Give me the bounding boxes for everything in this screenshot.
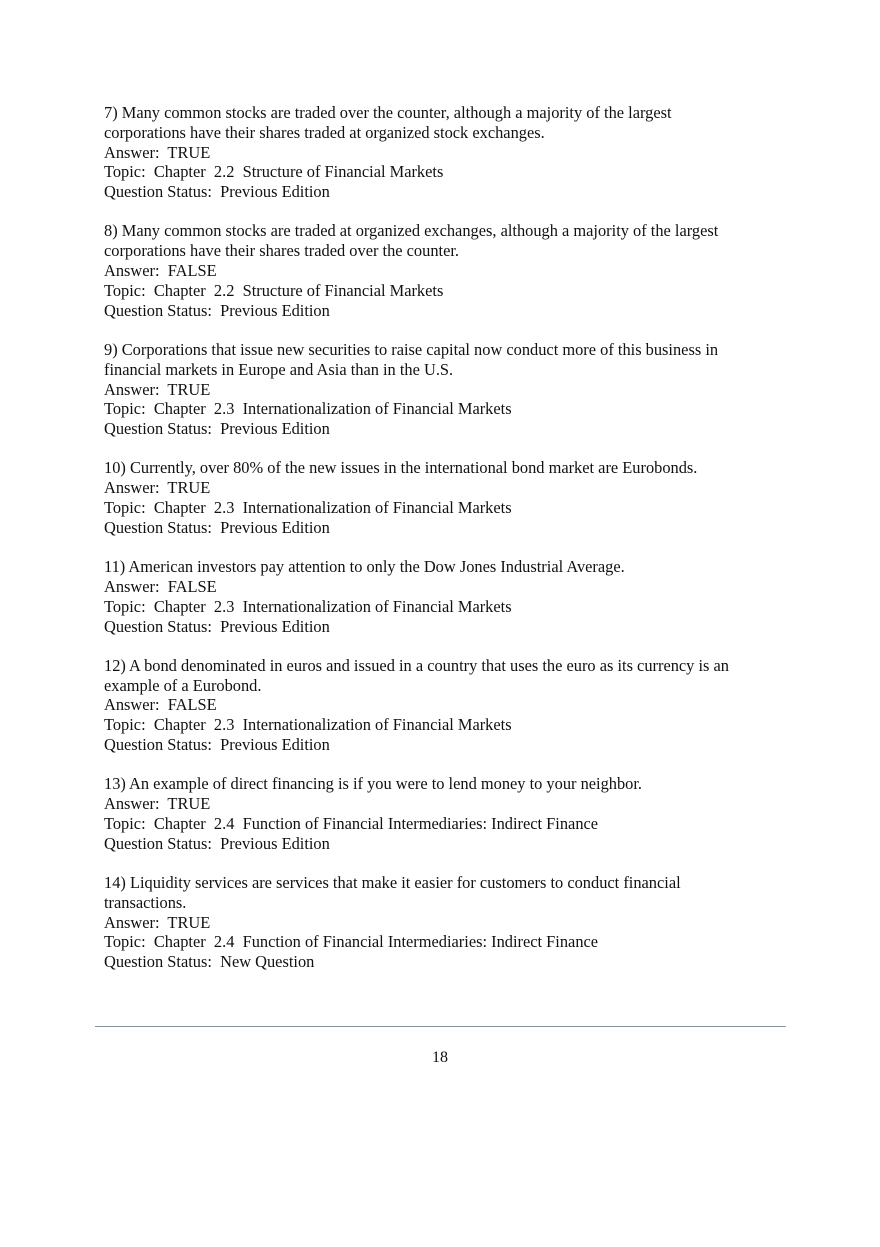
- question-item-9: [104, 340, 784, 439]
- status-line: Question Status: Previous Edition: [104, 300, 330, 320]
- question-text: 13) An example of direct financing is if you were to lend money to your neighbor.: [104, 774, 643, 794]
- status-line: Question Status: Previous Edition: [104, 517, 330, 537]
- question-text: 9) Corporations that issue new securities to raise capital now conduct more of this business in: [104, 339, 719, 359]
- question-item-14: [104, 873, 784, 972]
- status-line: Question Status: Previous Edition: [104, 833, 330, 853]
- question-text: 11) American investors pay attention to only the Dow Jones Industrial Average.: [104, 557, 625, 577]
- topic-line: Topic: Chapter 2.3 Internationalization of Financial Markets: [104, 596, 512, 616]
- question-list: [104, 103, 784, 991]
- footer-divider: [95, 1026, 786, 1027]
- status-line: Question Status: Previous Edition: [104, 419, 330, 439]
- answer-line: Answer: TRUE: [104, 142, 211, 162]
- answer-line: Answer: FALSE: [104, 261, 217, 281]
- topic-line: Topic: Chapter 2.4 Function of Financial Intermediaries: Indirect Finance: [104, 932, 599, 952]
- question-text-continued: corporations have their shares traded over the counter.: [104, 241, 459, 261]
- page-number: 18: [432, 1049, 448, 1066]
- question-text: 14) Liquidity services are services that make it easier for customers to conduct financial: [104, 873, 681, 892]
- question-item-7: [104, 103, 784, 202]
- status-line: Question Status: Previous Edition: [104, 735, 330, 755]
- question-text-continued: financial markets in Europe and Asia than in the U.S.: [104, 359, 454, 379]
- question-item-13: [104, 774, 784, 853]
- answer-line: Answer: TRUE: [104, 794, 211, 814]
- question-text: 8) Many common stocks are traded at organized exchanges, although a majority of the largest: [104, 221, 719, 241]
- topic-line: Topic: Chapter 2.4 Function of Financial Intermediaries: Indirect Finance: [104, 813, 599, 833]
- question-text-continued: corporations have their shares traded at organized stock exchanges.: [104, 122, 545, 142]
- answer-line: Answer: TRUE: [104, 478, 211, 498]
- question-text: 10) Currently, over 80% of the new issues in the international bond market are Eurobonds.: [104, 458, 698, 478]
- answer-line: Answer: FALSE: [104, 576, 217, 596]
- topic-line: Topic: Chapter 2.2 Structure of Financial Markets: [104, 162, 444, 182]
- status-line: Question Status: Previous Edition: [104, 616, 330, 636]
- status-line: Question Status: New Question: [104, 952, 315, 972]
- topic-line: Topic: Chapter 2.3 Internationalization of Financial Markets: [104, 715, 512, 735]
- question-item-10: [104, 458, 784, 537]
- question-item-12: [104, 656, 784, 755]
- topic-line: Topic: Chapter 2.3 Internationalization of Financial Markets: [104, 498, 512, 518]
- question-text: 12) A bond denominated in euros and issued in a country that uses the euro as its currency is an: [104, 655, 729, 675]
- topic-line: Topic: Chapter 2.3 Internationalization of Financial Markets: [104, 399, 512, 419]
- answer-line: Answer: TRUE: [104, 912, 211, 932]
- question-text-continued: example of a Eurobond.: [104, 675, 262, 695]
- answer-line: Answer: FALSE: [104, 695, 217, 715]
- question-item-11: [104, 557, 784, 636]
- question-text-continued: transactions.: [104, 892, 187, 912]
- question-text: 7) Many common stocks are traded over the counter, although a majority of the largest: [104, 103, 672, 122]
- answer-line: Answer: TRUE: [104, 379, 211, 399]
- topic-line: Topic: Chapter 2.2 Structure of Financial Markets: [104, 280, 444, 300]
- status-line: Question Status: Previous Edition: [104, 182, 330, 202]
- question-item-8: [104, 221, 784, 320]
